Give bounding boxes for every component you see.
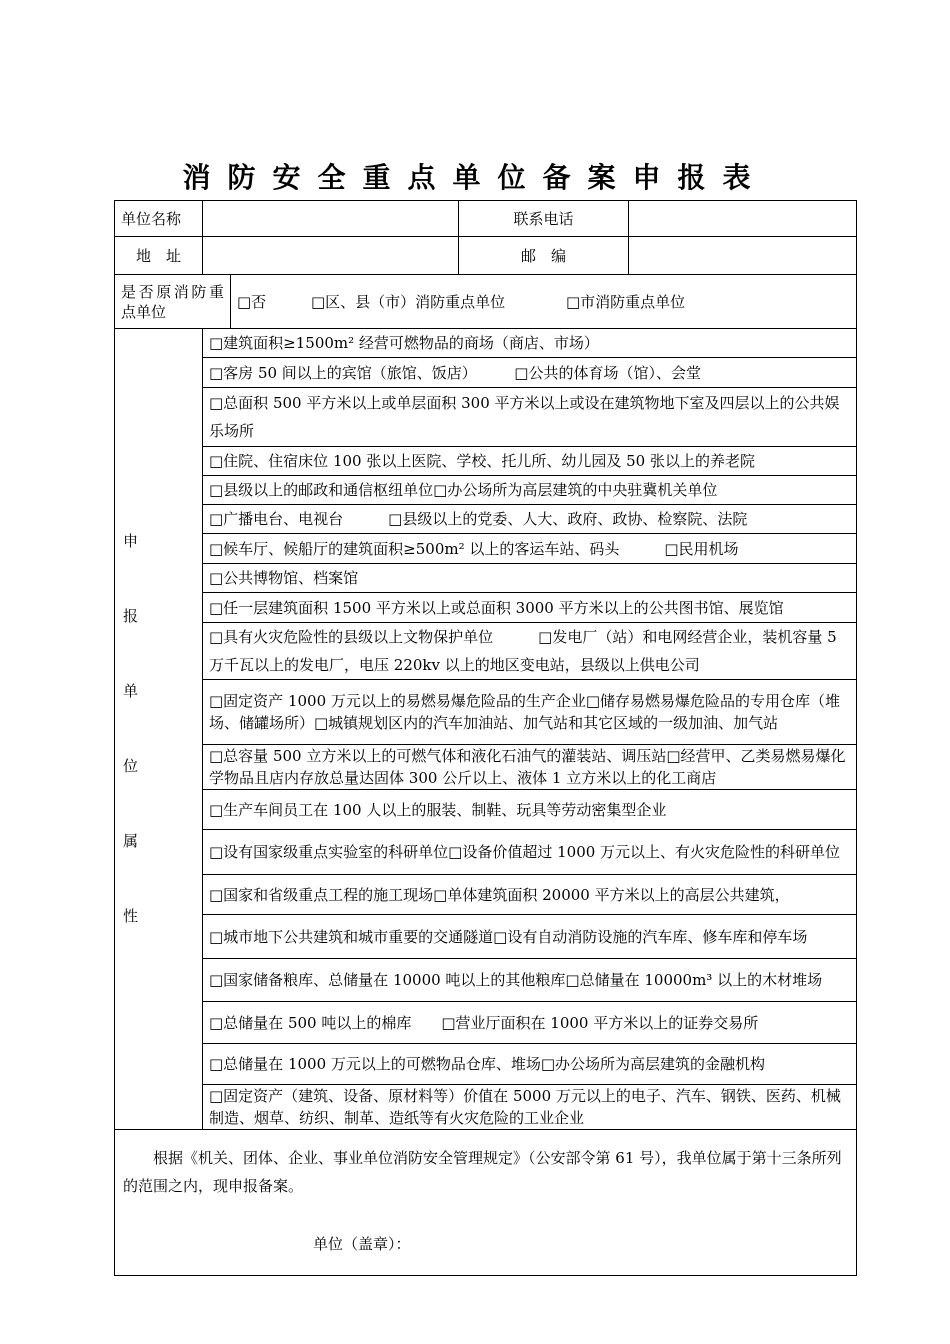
attribute-option[interactable]: □固定资产（建筑、设备、原材料等）价值在 5000 万元以上的电子、汽车、钢铁、医药、机械制造、烟草、纺织、制革、造纸等有火灾危险的工业企业 [203, 1085, 857, 1130]
attribute-option[interactable]: □国家和省级重点工程的施工现场□单体建筑面积 20000 平方米以上的高层公共建筑， [203, 875, 857, 915]
unit-name-label: 单位名称 [115, 201, 203, 237]
attribute-option[interactable]: □设有国家级重点实验室的科研单位□设备价值超过 1000 万元以上、有火灾危险性的科研单位 [203, 830, 857, 875]
option-district-key-unit[interactable]: □区、县（市）消防重点单位 [310, 292, 506, 311]
phone-field[interactable] [629, 201, 857, 237]
attribute-option[interactable]: □固定资产 1000 万元以上的易燃易爆危险品的生产企业□储存易燃易爆危险品的专用仓库（堆场、储罐场所）□城镇规划区内的汽车加油站、加气站和其它区域的一级加油、加气站 [203, 680, 857, 745]
attribute-option[interactable]: □住院、住宿床位 100 张以上医院、学校、托儿所、幼儿园及 50 张以上的养老院 [203, 447, 857, 476]
attribute-option[interactable]: □总面积 500 平方米以上或单层面积 300 平方米以上或设在建筑物地下室及四层以上的公共娱乐场所 [203, 388, 857, 447]
filing-form-table [114, 200, 857, 1276]
orig-key-unit-label: 是否原消防重点单位 [115, 275, 231, 329]
page-title: 消防安全重点单位备案申报表 [182, 161, 768, 194]
postcode-label: 邮 编 [459, 237, 629, 275]
declaration-text: 根据《机关、团体、企业、事业单位消防安全管理规定》（公安部令第 61 号），我单位属于第十三条所列的范围之内，现申报备案。 [123, 1149, 842, 1195]
attr-char: 位 [123, 757, 139, 775]
attribute-option[interactable]: □任一层建筑面积 1500 平方米以上或总面积 3000 平方米以上的公共图书馆、展览馆 [203, 593, 857, 623]
attribute-option[interactable]: □建筑面积≥1500m² 经营可燃物品的商场（商店、市场） [203, 329, 857, 358]
attribute-option[interactable]: □总储量在 500 吨以上的棉库 □营业厅面积在 1000 平方米以上的证券交易所 [203, 1002, 857, 1044]
attribute-option[interactable]: □总储量在 1000 万元以上的可燃物品仓库、堆场□办公场所为高层建筑的金融机构 [203, 1044, 857, 1085]
attribute-option[interactable]: □城市地下公共建筑和城市重要的交通隧道□设有自动消防设施的汽车库、修车库和停车场 [203, 915, 857, 959]
unit-name-field[interactable] [203, 201, 459, 237]
attribute-option[interactable]: □具有火灾危险性的县级以上文物保护单位 □发电厂（站）和电网经营企业，装机容量 5 万千瓦以上的发电厂，电压 220kv 以上的地区变电站，县级以上供电公司 [203, 623, 857, 680]
attr-char: 报 [123, 607, 139, 625]
address-label: 地 址 [115, 237, 203, 275]
orig-key-unit-options [231, 275, 857, 329]
attr-char: 属 [123, 832, 139, 850]
attribute-section-label [115, 329, 203, 1130]
attr-char: 申 [123, 532, 139, 550]
attribute-option[interactable]: □县级以上的邮政和通信枢纽单位□办公场所为高层建筑的中央驻冀机关单位 [203, 476, 857, 505]
option-no[interactable]: □否 [237, 292, 267, 311]
attribute-option[interactable]: □国家储备粮库、总储量在 10000 吨以上的其他粮库□总储量在 10000m³ 以上的木材堆场 [203, 959, 857, 1002]
postcode-field[interactable] [629, 237, 857, 275]
attribute-option[interactable]: □公共博物馆、档案馆 [203, 564, 857, 593]
phone-label: 联系电话 [459, 201, 629, 237]
attribute-option[interactable]: □客房 50 间以上的宾馆（旅馆、饭店） □公共的体育场（馆）、会堂 [203, 358, 857, 388]
attr-char: 性 [123, 907, 139, 925]
address-field[interactable] [203, 237, 459, 275]
option-city-key-unit[interactable]: □市消防重点单位 [565, 292, 686, 311]
unit-seal-label: 单位（盖章）： [313, 1235, 411, 1253]
attribute-option[interactable]: □候车厅、候船厅的建筑面积≥500m² 以上的客运车站、码头 □民用机场 [203, 534, 857, 564]
attr-char: 单 [123, 682, 139, 700]
attribute-option[interactable]: □总容量 500 立方米以上的可燃气体和液化石油气的灌装站、调压站□经营甲、乙类易燃易爆化学物品且店内存放总量达固体 300 公斤以上、液体 1 立方米以上的化工商店 [203, 745, 857, 790]
attribute-option[interactable]: □广播电台、电视台 □县级以上的党委、人大、政府、政协、检察院、法院 [203, 505, 857, 534]
attribute-option[interactable]: □生产车间员工在 100 人以上的服装、制鞋、玩具等劳动密集型企业 [203, 790, 857, 830]
declaration-block [115, 1130, 857, 1276]
